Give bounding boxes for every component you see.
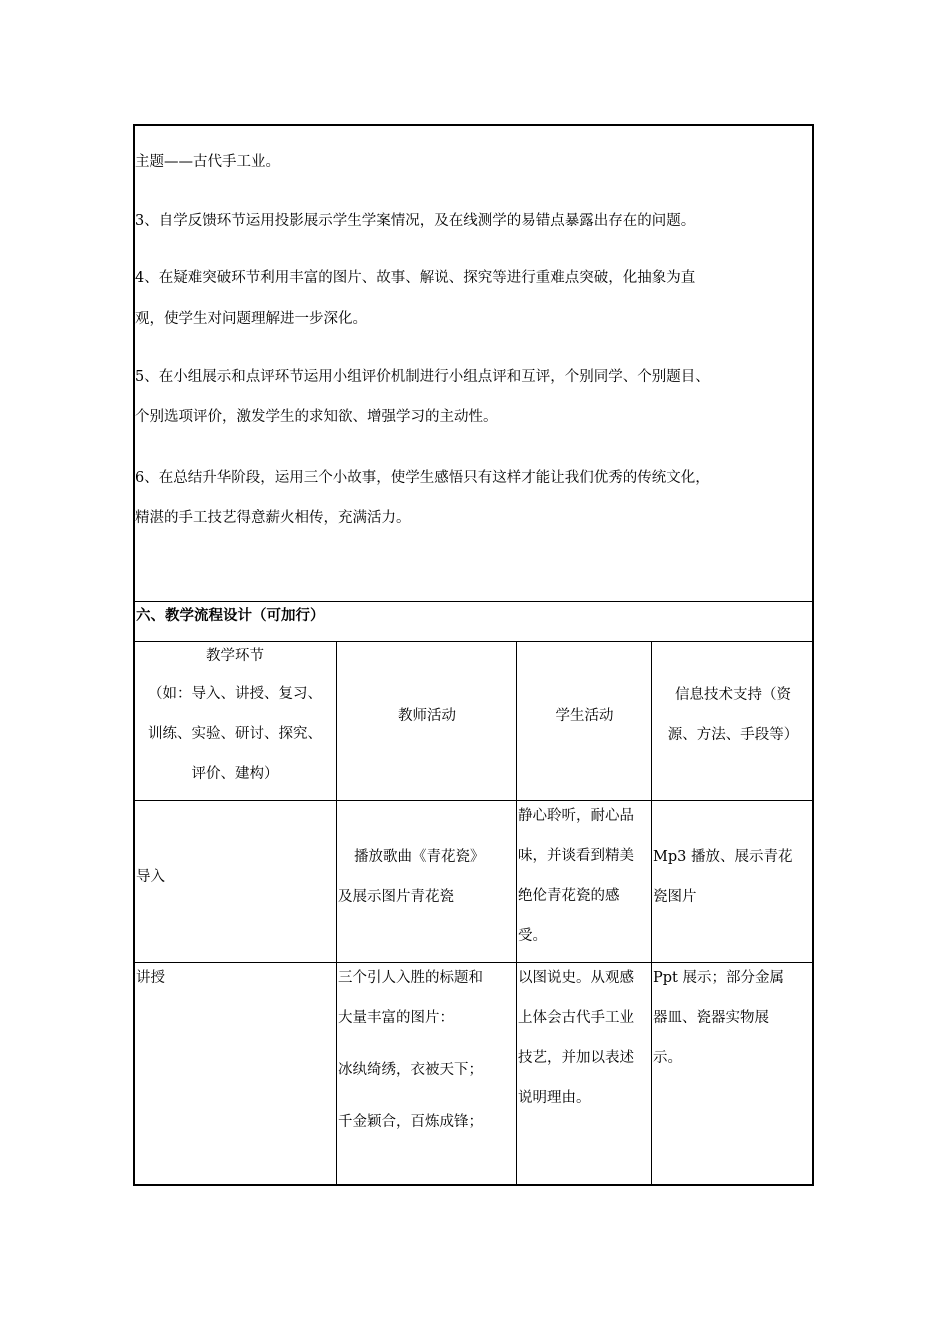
row-student-line: 上体会古代手工业 [518, 1010, 634, 1026]
header-stage-line: 训练、实验、研讨、探究、 [148, 726, 322, 742]
header-tech [653, 675, 813, 755]
row-student-line: 说明理由。 [518, 1090, 591, 1106]
row-teacher-line: 及展示图片青花瓷 [338, 889, 454, 905]
header-tech-line: 源、方法、手段等） [667, 727, 799, 743]
row-tech-line: 瓷图片 [653, 889, 697, 905]
intro-line-8: 精湛的手工技艺得意薪火相传，充满活力。 [135, 510, 411, 526]
column-divider [516, 641, 517, 1185]
row-student-line: 受。 [518, 928, 547, 944]
divider [133, 601, 814, 602]
row-teacher-line: 三个引人入胜的标题和 [338, 970, 483, 986]
divider [133, 800, 814, 801]
header-stage-line: （如：导入、讲授、复习、 [148, 686, 322, 702]
row-teacher-line: 大量丰富的图片： [338, 1010, 454, 1026]
section-title: 六、教学流程设计（可加行） [136, 607, 325, 624]
row-student-line: 绝伦青花瓷的感 [518, 888, 620, 904]
intro-line-5: 5、在小组展示和点评环节运用小组评价机制进行小组点评和互评，个别同学、个别题目、 [135, 369, 710, 385]
row-tech-line: Mp3 播放、展示青花 [653, 849, 793, 865]
row-tech-line: Ppt 展示；部分金属 [653, 970, 784, 986]
row-student-line: 静心聆听，耐心品 [518, 808, 634, 824]
row-student-line: 味，并谈看到精美 [518, 848, 634, 864]
row-tech [653, 958, 813, 1078]
row-tech-line: 器皿、瓷器实物展 [653, 1010, 769, 1026]
intro-line-7: 6、在总结升华阶段，运用三个小故事，使学生感悟只有这样才能让我们优秀的传统文化， [135, 470, 710, 486]
header-stage-line: 教学环节 [206, 648, 264, 664]
row-student [518, 796, 652, 956]
row-stage: 导入 [136, 869, 165, 885]
header-stage [135, 638, 335, 794]
row-teacher [338, 837, 516, 917]
header-teacher: 教师活动 [398, 708, 456, 724]
row-tech-line: 示。 [653, 1050, 682, 1066]
row-student-line: 以图说史。从观感 [518, 970, 634, 986]
row-teacher [338, 958, 516, 1142]
row-student [518, 958, 652, 1118]
header-stage-line: 评价、建构） [191, 766, 279, 782]
header-tech-line: 信息技术支持（资 [675, 687, 791, 703]
header-student: 学生活动 [555, 708, 614, 724]
intro-line-6: 个别选项评价，激发学生的求知欲、增强学习的主动性。 [135, 409, 498, 425]
row-tech [653, 837, 813, 917]
intro-line-2: 3、自学反馈环节运用投影展示学生学案情况，及在线测学的易错点暴露出存在的问题。 [135, 213, 696, 229]
intro-line-3: 4、在疑难突破环节利用丰富的图片、故事、解说、探究等进行重难点突破，化抽象为直 [135, 270, 696, 286]
row-teacher-line: 播放歌曲《青花瓷》 [354, 849, 485, 865]
intro-line-4: 观，使学生对问题理解进一步深化。 [135, 311, 367, 327]
row-stage: 讲授 [136, 970, 165, 986]
row-teacher-line: 冰纨绮绣，衣被天下； [338, 1062, 483, 1078]
column-divider [336, 641, 337, 1185]
row-teacher-line: 千金颖合，百炼成锋； [338, 1114, 483, 1130]
intro-line-1: 主题——古代手工业。 [135, 154, 280, 170]
row-student-line: 技艺，并加以表述 [518, 1050, 634, 1066]
